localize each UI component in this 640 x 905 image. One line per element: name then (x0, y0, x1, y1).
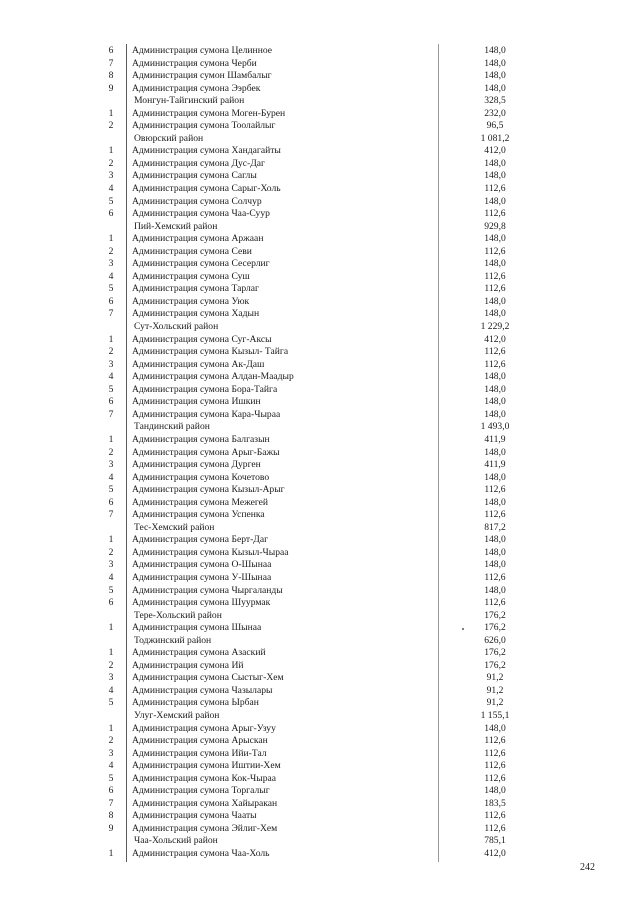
amount-value: 1 081,2 (480, 132, 510, 144)
district-name: Пий-Хемский район (134, 220, 218, 232)
table-row (0, 735, 640, 748)
amount-value: 148,0 (484, 559, 506, 571)
amount-value: 112,6 (484, 270, 506, 282)
table-row (0, 823, 640, 836)
administration-name: Администрация сумона У-Шынаа (132, 571, 272, 583)
row-number: 6 (108, 496, 114, 508)
row-number: 3 (108, 258, 114, 270)
amount-value: 328,5 (484, 95, 506, 107)
table-row (0, 685, 640, 698)
row-number: 5 (108, 584, 114, 596)
row-number: 7 (108, 797, 114, 809)
district-row (0, 635, 640, 648)
page-number: 242 (580, 862, 595, 873)
administration-name: Администрация сумона Шынаа (132, 622, 262, 634)
administration-name: Администрация сумона Целинное (132, 45, 272, 56)
amount-value: 112,6 (484, 772, 506, 784)
administration-name: Администрация сумона Балгазын (132, 433, 270, 445)
district-name: Улуг-Хемский район (134, 709, 220, 721)
row-number: 4 (108, 183, 114, 195)
administration-name: Администрация сумона О-Шынаа (132, 559, 272, 571)
table-row (0, 120, 640, 133)
amount-value: 112,6 (484, 735, 506, 747)
administration-name: Администрация сумона Суг-Аксы (132, 333, 272, 345)
table-row (0, 622, 640, 635)
row-number: 5 (108, 195, 114, 207)
district-name: Овюрский район (134, 132, 204, 144)
amount-value: 148,0 (484, 534, 506, 546)
administration-name: Администрация сумона Кок-Чыраа (132, 772, 277, 784)
administration-name: Администрация сумона Азаский (132, 647, 266, 659)
administration-name: Администрация сумона Тоолайлыг (132, 120, 276, 132)
administration-name: Администрация сумона Успенка (132, 509, 265, 521)
amount-value: 1 229,2 (480, 321, 510, 333)
administration-name: Администрация сумона Иштии-Хем (132, 760, 281, 772)
table-row (0, 45, 640, 58)
administration-name: Администрация сумона Чыргаланды (132, 584, 283, 596)
amount-value: 176,2 (484, 659, 506, 671)
row-number: 2 (108, 735, 114, 747)
administration-name: Администрация сумона Ээрбек (132, 82, 261, 94)
amount-value: 411,9 (484, 433, 506, 445)
amount-value: 817,2 (484, 521, 506, 533)
district-row (0, 710, 640, 723)
row-number: 1 (108, 722, 114, 734)
administration-name: Администрация сумона Чазылары (132, 684, 273, 696)
row-number: 5 (108, 697, 114, 709)
district-row (0, 835, 640, 848)
row-number: 3 (108, 672, 114, 684)
amount-value: 176,2 (484, 647, 506, 659)
table-row (0, 409, 640, 422)
amount-value: 148,0 (484, 295, 506, 307)
administration-name: Администрация сумона Моген-Бурен (132, 107, 286, 119)
administration-name: Администрация сумона Кызыл-Арыг (132, 484, 285, 496)
district-name: Тере-Хольский район (134, 609, 222, 621)
amount-value: 112,6 (484, 810, 506, 822)
administration-name: Администрация сумона Чаа-Суур (132, 208, 270, 220)
administration-name: Администрация сумона Ишкин (132, 396, 261, 408)
row-number: 7 (108, 408, 114, 420)
amount-value: 412,0 (484, 848, 506, 859)
district-name: Сут-Хольский район (134, 321, 219, 333)
table-row (0, 559, 640, 572)
amount-value: 785,1 (484, 835, 506, 847)
row-number: 9 (108, 82, 114, 94)
administration-name: Администрация сумона Чааты (132, 810, 257, 822)
administration-name: Администрация сумона Ырбан (132, 697, 259, 709)
amount-value: 148,0 (484, 57, 506, 69)
row-number: 7 (108, 509, 114, 521)
row-number: 2 (108, 245, 114, 257)
row-number: 1 (108, 145, 114, 157)
amount-value: 148,0 (484, 45, 506, 56)
amount-value: 91,2 (486, 672, 504, 684)
amount-value: 232,0 (484, 107, 506, 119)
amount-value: 176,2 (484, 609, 506, 621)
amount-value: 148,0 (484, 157, 506, 169)
amount-value: 148,0 (484, 308, 506, 320)
amount-value: 96,5 (486, 120, 504, 132)
amount-value: 148,0 (484, 785, 506, 797)
amount-value: 412,0 (484, 333, 506, 345)
table-row (0, 697, 640, 710)
table-row (0, 585, 640, 598)
district-row (0, 133, 640, 146)
table-row (0, 183, 640, 196)
table-row (0, 334, 640, 347)
table-row (0, 258, 640, 271)
table-row (0, 196, 640, 209)
amount-value: 91,2 (486, 697, 504, 709)
table-row (0, 70, 640, 83)
row-number: 1 (108, 622, 114, 634)
amount-value: 148,0 (484, 584, 506, 596)
row-number: 4 (108, 684, 114, 696)
table-row (0, 170, 640, 183)
administration-name: Администрация сумон Шамбалыг (132, 70, 272, 82)
amount-value: 929,8 (484, 220, 506, 232)
row-number: 9 (108, 822, 114, 834)
scan-speck (462, 628, 464, 630)
table-row (0, 233, 640, 246)
amount-value: 112,6 (484, 346, 506, 358)
table-row (0, 647, 640, 660)
row-number: 3 (108, 559, 114, 571)
administration-name: Администрация сумона Шуурмак (132, 597, 271, 609)
row-number: 2 (108, 157, 114, 169)
administration-name: Администрация сумона Черби (132, 57, 257, 69)
administration-name: Администрация сумона Кызыл- Тайга (132, 346, 289, 358)
administration-name: Администрация сумона Кара-Чыраа (132, 408, 281, 420)
district-row (0, 522, 640, 535)
row-number: 5 (108, 484, 114, 496)
table-body (0, 45, 640, 861)
amount-value: 112,6 (484, 283, 506, 295)
amount-value: 412,0 (484, 145, 506, 157)
table-row (0, 785, 640, 798)
row-number: 2 (108, 659, 114, 671)
table-row (0, 58, 640, 71)
table-row (0, 283, 640, 296)
table-row (0, 760, 640, 773)
amount-value: 148,0 (484, 383, 506, 395)
table-row (0, 572, 640, 585)
amount-value: 148,0 (484, 446, 506, 458)
table-row (0, 208, 640, 221)
administration-name: Администрация сумона Эйлиг-Хем (132, 822, 278, 834)
amount-value: 183,5 (484, 797, 506, 809)
table-row (0, 271, 640, 284)
table-row (0, 346, 640, 359)
table-row (0, 773, 640, 786)
amount-value: 148,0 (484, 233, 506, 245)
amount-value: 112,6 (484, 183, 506, 195)
row-number: 8 (108, 70, 114, 82)
table-row (0, 396, 640, 409)
administration-name: Администрация сумона Суш (132, 270, 250, 282)
row-number: 4 (108, 270, 114, 282)
amount-value: 112,6 (484, 597, 506, 609)
row-number: 6 (108, 597, 114, 609)
amount-value: 176,2 (484, 622, 506, 634)
row-number: 6 (108, 396, 114, 408)
row-number: 3 (108, 170, 114, 182)
amount-value: 148,0 (484, 496, 506, 508)
row-number: 5 (108, 772, 114, 784)
administration-name: Администрация сумона Хандагайты (132, 145, 281, 157)
administration-name: Администрация сумона Уюк (132, 295, 250, 307)
table-row (0, 547, 640, 560)
administration-name: Администрация сумона Берт-Даг (132, 534, 269, 546)
row-number: 8 (108, 810, 114, 822)
amount-value: 112,6 (484, 208, 506, 220)
administration-name: Администрация сумона Арыг-Бажы (132, 446, 280, 458)
administration-name: Администрация сумона Дурген (132, 459, 261, 471)
district-name: Монгун-Тайгинский район (134, 95, 245, 107)
amount-value: 112,6 (484, 747, 506, 759)
administration-name: Администрация сумона Бора-Тайга (132, 383, 278, 395)
district-row (0, 421, 640, 434)
amount-value: 148,0 (484, 170, 506, 182)
amount-value: 148,0 (484, 546, 506, 558)
row-number: 4 (108, 760, 114, 772)
row-number: 4 (108, 571, 114, 583)
administration-name: Администрация сумона Севи (132, 245, 252, 257)
table-row (0, 447, 640, 460)
administration-name: Администрация сумона Сарыг-Холь (132, 183, 281, 195)
amount-value: 112,6 (484, 358, 506, 370)
administration-name: Администрация сумона Сесерлиг (132, 258, 270, 270)
administration-name: Администрация сумона Дус-Даг (132, 157, 265, 169)
administration-name: Администрация сумона Кызыл-Чыраа (132, 546, 289, 558)
table-row (0, 848, 640, 861)
administration-name: Администрация сумона Арыскан (132, 735, 268, 747)
table-row (0, 534, 640, 547)
row-number: 3 (108, 747, 114, 759)
table-row (0, 798, 640, 811)
district-row (0, 610, 640, 623)
table-row (0, 459, 640, 472)
administration-name: Администрация сумона Ий (132, 659, 244, 671)
table-row (0, 810, 640, 823)
administration-name: Администрация сумона Хадын (132, 308, 260, 320)
row-number: 2 (108, 546, 114, 558)
amount-value: 148,0 (484, 195, 506, 207)
administration-name: Администрация сумона Тарлаг (132, 283, 259, 295)
amount-value: 148,0 (484, 371, 506, 383)
amount-value: 112,6 (484, 484, 506, 496)
administration-name: Администрация сумона Хайыракан (132, 797, 278, 809)
table-row (0, 597, 640, 610)
table-row (0, 509, 640, 522)
amount-value: 1 493,0 (480, 421, 510, 433)
amount-value: 148,0 (484, 722, 506, 734)
table-row (0, 660, 640, 673)
amount-value: 148,0 (484, 82, 506, 94)
table-row (0, 484, 640, 497)
administration-name: Администрация сумона Алдан-Маадыр (132, 371, 294, 383)
table-row (0, 359, 640, 372)
table-row (0, 296, 640, 309)
row-number: 4 (108, 471, 114, 483)
amount-value: 148,0 (484, 396, 506, 408)
administration-name: Администрация сумона Ийи-Тал (132, 747, 267, 759)
table-row (0, 672, 640, 685)
district-row (0, 221, 640, 234)
row-number: 7 (108, 57, 114, 69)
row-number: 1 (108, 433, 114, 445)
amount-value: 411,9 (484, 459, 506, 471)
row-number: 6 (108, 45, 114, 56)
amount-value: 148,0 (484, 408, 506, 420)
row-number: 3 (108, 459, 114, 471)
row-number: 5 (108, 383, 114, 395)
row-number: 1 (108, 107, 114, 119)
amount-value: 91,2 (486, 684, 504, 696)
district-name: Тандинский район (134, 421, 210, 433)
district-name: Чаа-Хольский район (134, 835, 218, 847)
amount-value: 112,6 (484, 245, 506, 257)
row-number: 1 (108, 647, 114, 659)
row-number: 4 (108, 371, 114, 383)
row-number: 6 (108, 208, 114, 220)
administration-name: Администрация сумона Кочетово (132, 471, 270, 483)
row-number: 2 (108, 120, 114, 132)
row-number: 5 (108, 283, 114, 295)
table-row (0, 246, 640, 259)
table-row (0, 308, 640, 321)
table-row (0, 748, 640, 761)
table-row (0, 158, 640, 171)
district-row (0, 321, 640, 334)
amount-value: 148,0 (484, 471, 506, 483)
row-number: 1 (108, 333, 114, 345)
table-row (0, 384, 640, 397)
amount-value: 1 155,1 (480, 709, 510, 721)
amount-value: 112,6 (484, 760, 506, 772)
administration-name: Администрация сумона Арыг-Узуу (132, 722, 276, 734)
administration-name: Администрация сумона Аржаан (132, 233, 264, 245)
amount-value: 148,0 (484, 70, 506, 82)
amount-value: 112,6 (484, 509, 506, 521)
amount-value: 626,0 (484, 634, 506, 646)
row-number: 6 (108, 785, 114, 797)
row-number: 6 (108, 295, 114, 307)
table-row (0, 472, 640, 485)
table-row (0, 83, 640, 96)
table-row (0, 108, 640, 121)
administration-name: Администрация сумона Сыстыг-Хем (132, 672, 284, 684)
table-row (0, 723, 640, 736)
administration-name: Администрация сумона Чаа-Холь (132, 848, 270, 859)
row-number: 2 (108, 446, 114, 458)
row-number: 1 (108, 534, 114, 546)
administration-name: Администрация сумона Ак-Даш (132, 358, 265, 370)
administration-name: Администрация сумона Межегей (132, 496, 269, 508)
table-row (0, 371, 640, 384)
administration-name: Администрация сумона Торгалыг (132, 785, 270, 797)
row-number: 1 (108, 848, 114, 859)
row-number: 3 (108, 358, 114, 370)
amount-value: 112,6 (484, 571, 506, 583)
row-number: 2 (108, 346, 114, 358)
district-name: Тоджинский район (134, 634, 212, 646)
table-row (0, 145, 640, 158)
row-number: 7 (108, 308, 114, 320)
row-number: 1 (108, 233, 114, 245)
district-row (0, 95, 640, 108)
district-name: Тес-Хемский район (134, 521, 215, 533)
administration-name: Администрация сумона Солчур (132, 195, 262, 207)
amount-value: 148,0 (484, 258, 506, 270)
amount-value: 112,6 (484, 822, 506, 834)
table-row (0, 497, 640, 510)
table-row (0, 434, 640, 447)
administration-name: Администрация сумона Саглы (132, 170, 257, 182)
